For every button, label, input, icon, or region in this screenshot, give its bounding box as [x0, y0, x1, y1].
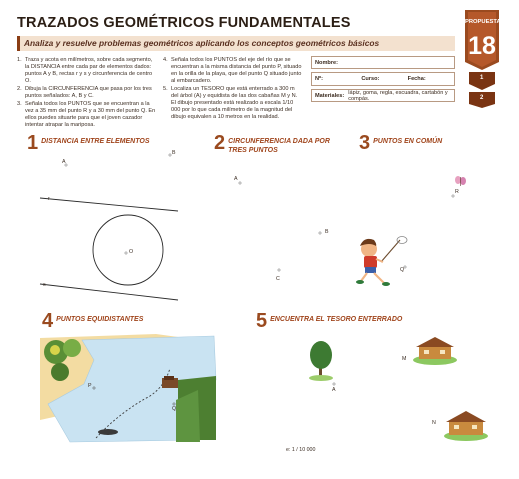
point-m-label: M: [402, 356, 407, 362]
circle-o: [93, 215, 163, 285]
line-r-label: r: [48, 196, 50, 202]
date-field[interactable]: Fecha:: [407, 76, 426, 82]
cabin-n-icon: [444, 411, 488, 441]
boat-icon: [98, 429, 118, 435]
page-title: TRAZADOS GEOMÉTRICOS FUNDAMENTALES: [17, 15, 351, 31]
butterfly-icon: [455, 176, 466, 186]
point-a5-label: A: [332, 387, 336, 393]
section-3-heading: 3 PUNTOS EN COMÚN: [359, 132, 443, 154]
instruction-item: 3. Señala todos los PUNTOS que se encuentran a la vez a 35 mm del punto R y a 30 mm del punto Q. En ellos puedes situarte para que el joven cazador intentar atrapar la mariposa.: [17, 101, 156, 129]
point-p-label: P: [88, 383, 92, 389]
point-q4-label: Q: [172, 406, 177, 412]
point-q-label: Q: [400, 267, 405, 273]
river-map: [40, 334, 216, 442]
instruction-item: 1. Traza y acota en milímetros, sobre cada segmento, la DISTANCIA entre cada par de elementos dados: puntos A y B, rectas r y s y circunferencia de centro O.: [17, 57, 153, 84]
point-a2-label: A: [234, 176, 238, 182]
badge-number: 18: [468, 32, 496, 60]
section-4-heading: 4 PUNTOS EQUIDISTANTES: [42, 310, 144, 332]
point-b-label: B: [172, 150, 176, 156]
badge-sub-top: 1: [480, 75, 484, 81]
page-subtitle: Analiza y resuelve problemas geométricos aplicando los conceptos geométricos básicos: [24, 38, 380, 48]
point-o-label: O: [129, 249, 134, 255]
tree-icon: [309, 341, 333, 381]
instruction-item: 2. Dibuja la CIRCUNFERENCIA que pasa por los tres puntos señalados: A, B y C.: [17, 86, 152, 100]
point-c2-label: C: [276, 276, 280, 282]
cabin-m-icon: [413, 337, 457, 365]
course-field[interactable]: Curso:: [361, 76, 380, 82]
badge-sub-bottom: 2: [480, 95, 484, 101]
scale-label: e: 1 / 10 000: [286, 447, 316, 453]
point-b2-label: B: [325, 229, 329, 235]
instruction-item: 4. Señala todos los PUNTOS del eje del río que se encuentran a la misma distancia del punto P, situado en la orilla de la playa, que del punto Q situado junto al embarcadero.: [163, 57, 302, 84]
section-2-heading: 2 CIRCUNFERENCIA DADA POR TRES PUNTOS: [214, 132, 330, 154]
point-a-label: A: [62, 159, 66, 165]
line-s-label: s: [43, 282, 46, 288]
badge-label: PROPUESTA: [465, 19, 501, 25]
line-r: [40, 198, 178, 211]
number-field[interactable]: Nº:: [315, 76, 323, 82]
name-field[interactable]: Nombre:: [311, 56, 455, 69]
section-1-heading: 1 DISTANCIA ENTRE ELEMENTOS: [27, 132, 150, 154]
boy-hunter-icon: [356, 237, 407, 287]
point-r-label: R: [455, 189, 459, 195]
line-s: [40, 284, 178, 300]
materials-value: lápiz, goma, regla, escuadra, cartabón y compás.: [348, 89, 448, 102]
point-n-label: N: [432, 420, 436, 426]
section-5-heading: 5 ENCUENTRA EL TESORO ENTERRADO: [256, 310, 403, 332]
instruction-item: 5. Localiza un TESORO que está enterrado a 300 m del árbol (A) y equidista de las dos cabañas M y N. El dibujo presentado está realizado a escala 1/10 000 por lo que cada milímetro de la magnitud del dibujo equivalen a 10 metros en la realidad.: [163, 86, 298, 120]
materials-row: Materiales: lápiz, goma, regla, escuadra, cartabón y compás.: [311, 89, 455, 102]
